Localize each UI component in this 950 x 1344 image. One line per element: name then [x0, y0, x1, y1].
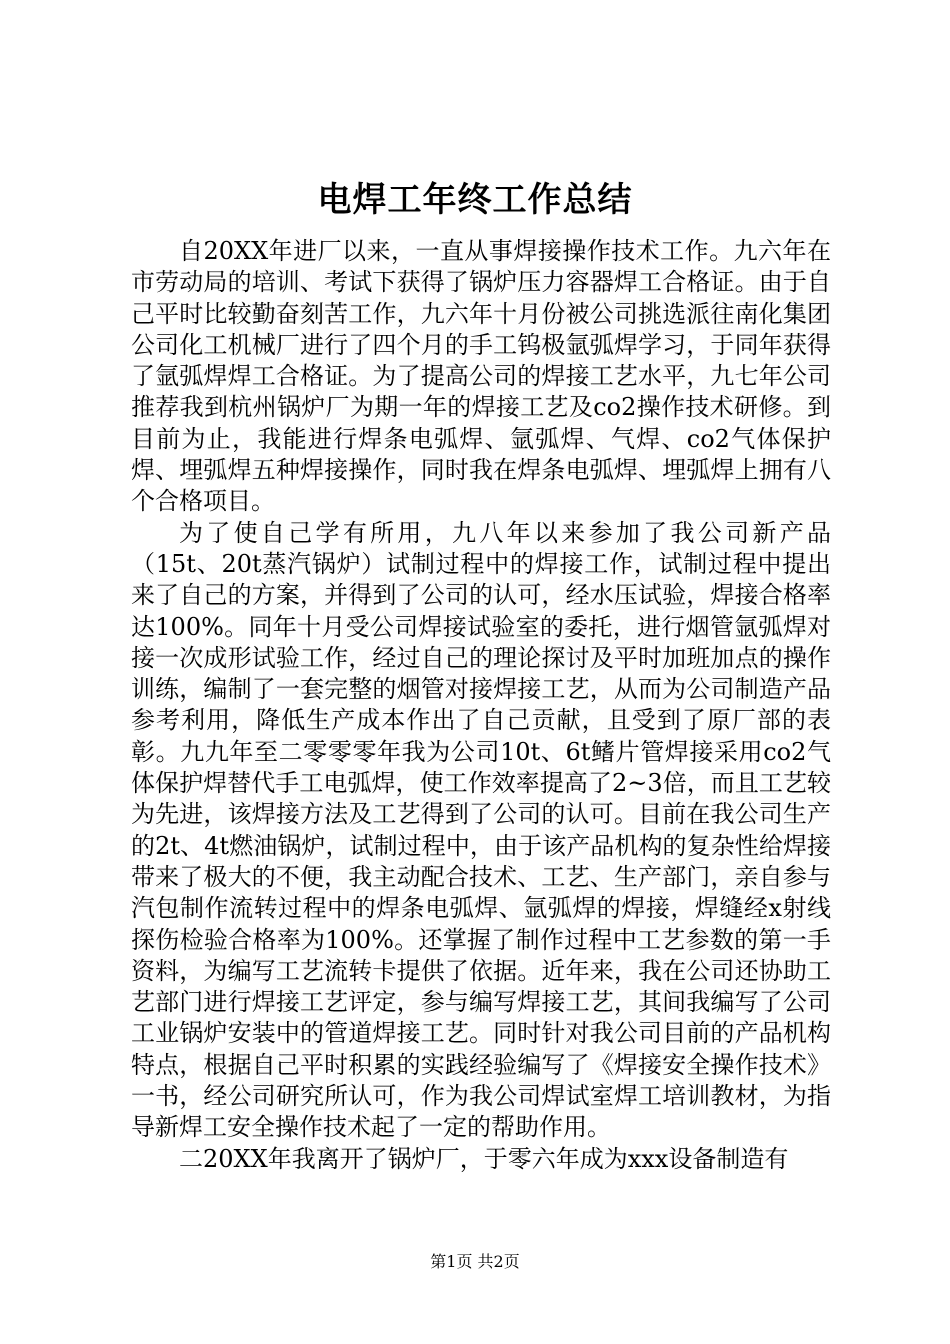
paragraph-1: 自20XX年进厂以来，一直从事焊接操作技术工作。九六年在市劳动局的培训、考试下获得了锅炉压力容器焊工合格证。由于自己平时比较勤奋刻苦工作，九六年十月份被公司挑选派往南化集团公司化工机械厂进行了四个月的手工钨极氩弧焊学习，于同年获得了氩弧焊焊工合格证。为了提高公司的焊接工艺水平，九七年公司推荐我到杭州锅炉厂为期一年的焊接工艺及co2操作技术研修。到目前为止，我能进行焊条电弧焊、氩弧焊、气焊、co2气体保护焊、埋弧焊五种焊接操作，同时我在焊条电弧焊、埋弧焊上拥有八个合格项目。: [131, 237, 831, 516]
paragraph-2: 为了使自己学有所用，九八年以来参加了我公司新产品（15t、20t蒸汽锅炉）试制过程中的焊接工作，试制过程中提出来了自己的方案，并得到了公司的认可，经水压试验，焊接合格率达100%。同年十月受公司焊接试验室的委托，进行烟管氩弧焊对接一次成形试验工作，经过自己的理论探讨及平时加班加点的操作训练，编制了一套完整的烟管对接焊接工艺，从而为公司制造产品参考利用，降低生产成本作出了自己贡献，且受到了原厂部的表彰。九九年至二零零零年我为公司10t、6t鳍片管焊接采用co2气体保护焊替代手工电弧焊，使工作效率提高了2~3倍，而且工艺较为先进，该焊接方法及工艺得到了公司的认可。目前在我公司生产的2t、4t燃油锅炉，试制过程中，由于该产品机构的复杂性给焊接带来了极大的不便，我主动配合技术、工艺、生产部门，亲自参与汽包制作流转过程中的焊条电弧焊、氩弧焊的焊接，焊缝经x射线探伤检验合格率为100%。还掌握了制作过程中工艺参数的第一手资料，为编写工艺流转卡提供了依据。近年来，我在公司还协助工艺部门进行焊接工艺评定，参与编写焊接工艺，其间我编写了公司工业锅炉安装中的管道焊接工艺。同时针对我公司目前的产品机构特点，根据自己平时积累的实践经验编写了《焊接安全操作技术》一书，经公司研究所认可，作为我公司焊试室焊工培训教材，为指导新焊工安全操作技术起了一定的帮助作用。: [131, 518, 831, 1142]
document-title: 电焊工年终工作总结: [317, 180, 633, 220]
document-body: [131, 236, 831, 1175]
page-footer: 第1页 共2页: [430, 1252, 520, 1271]
paragraph-3: 二20XX年我离开了锅炉厂，于零六年成为xxx设备制造有: [179, 1144, 789, 1173]
